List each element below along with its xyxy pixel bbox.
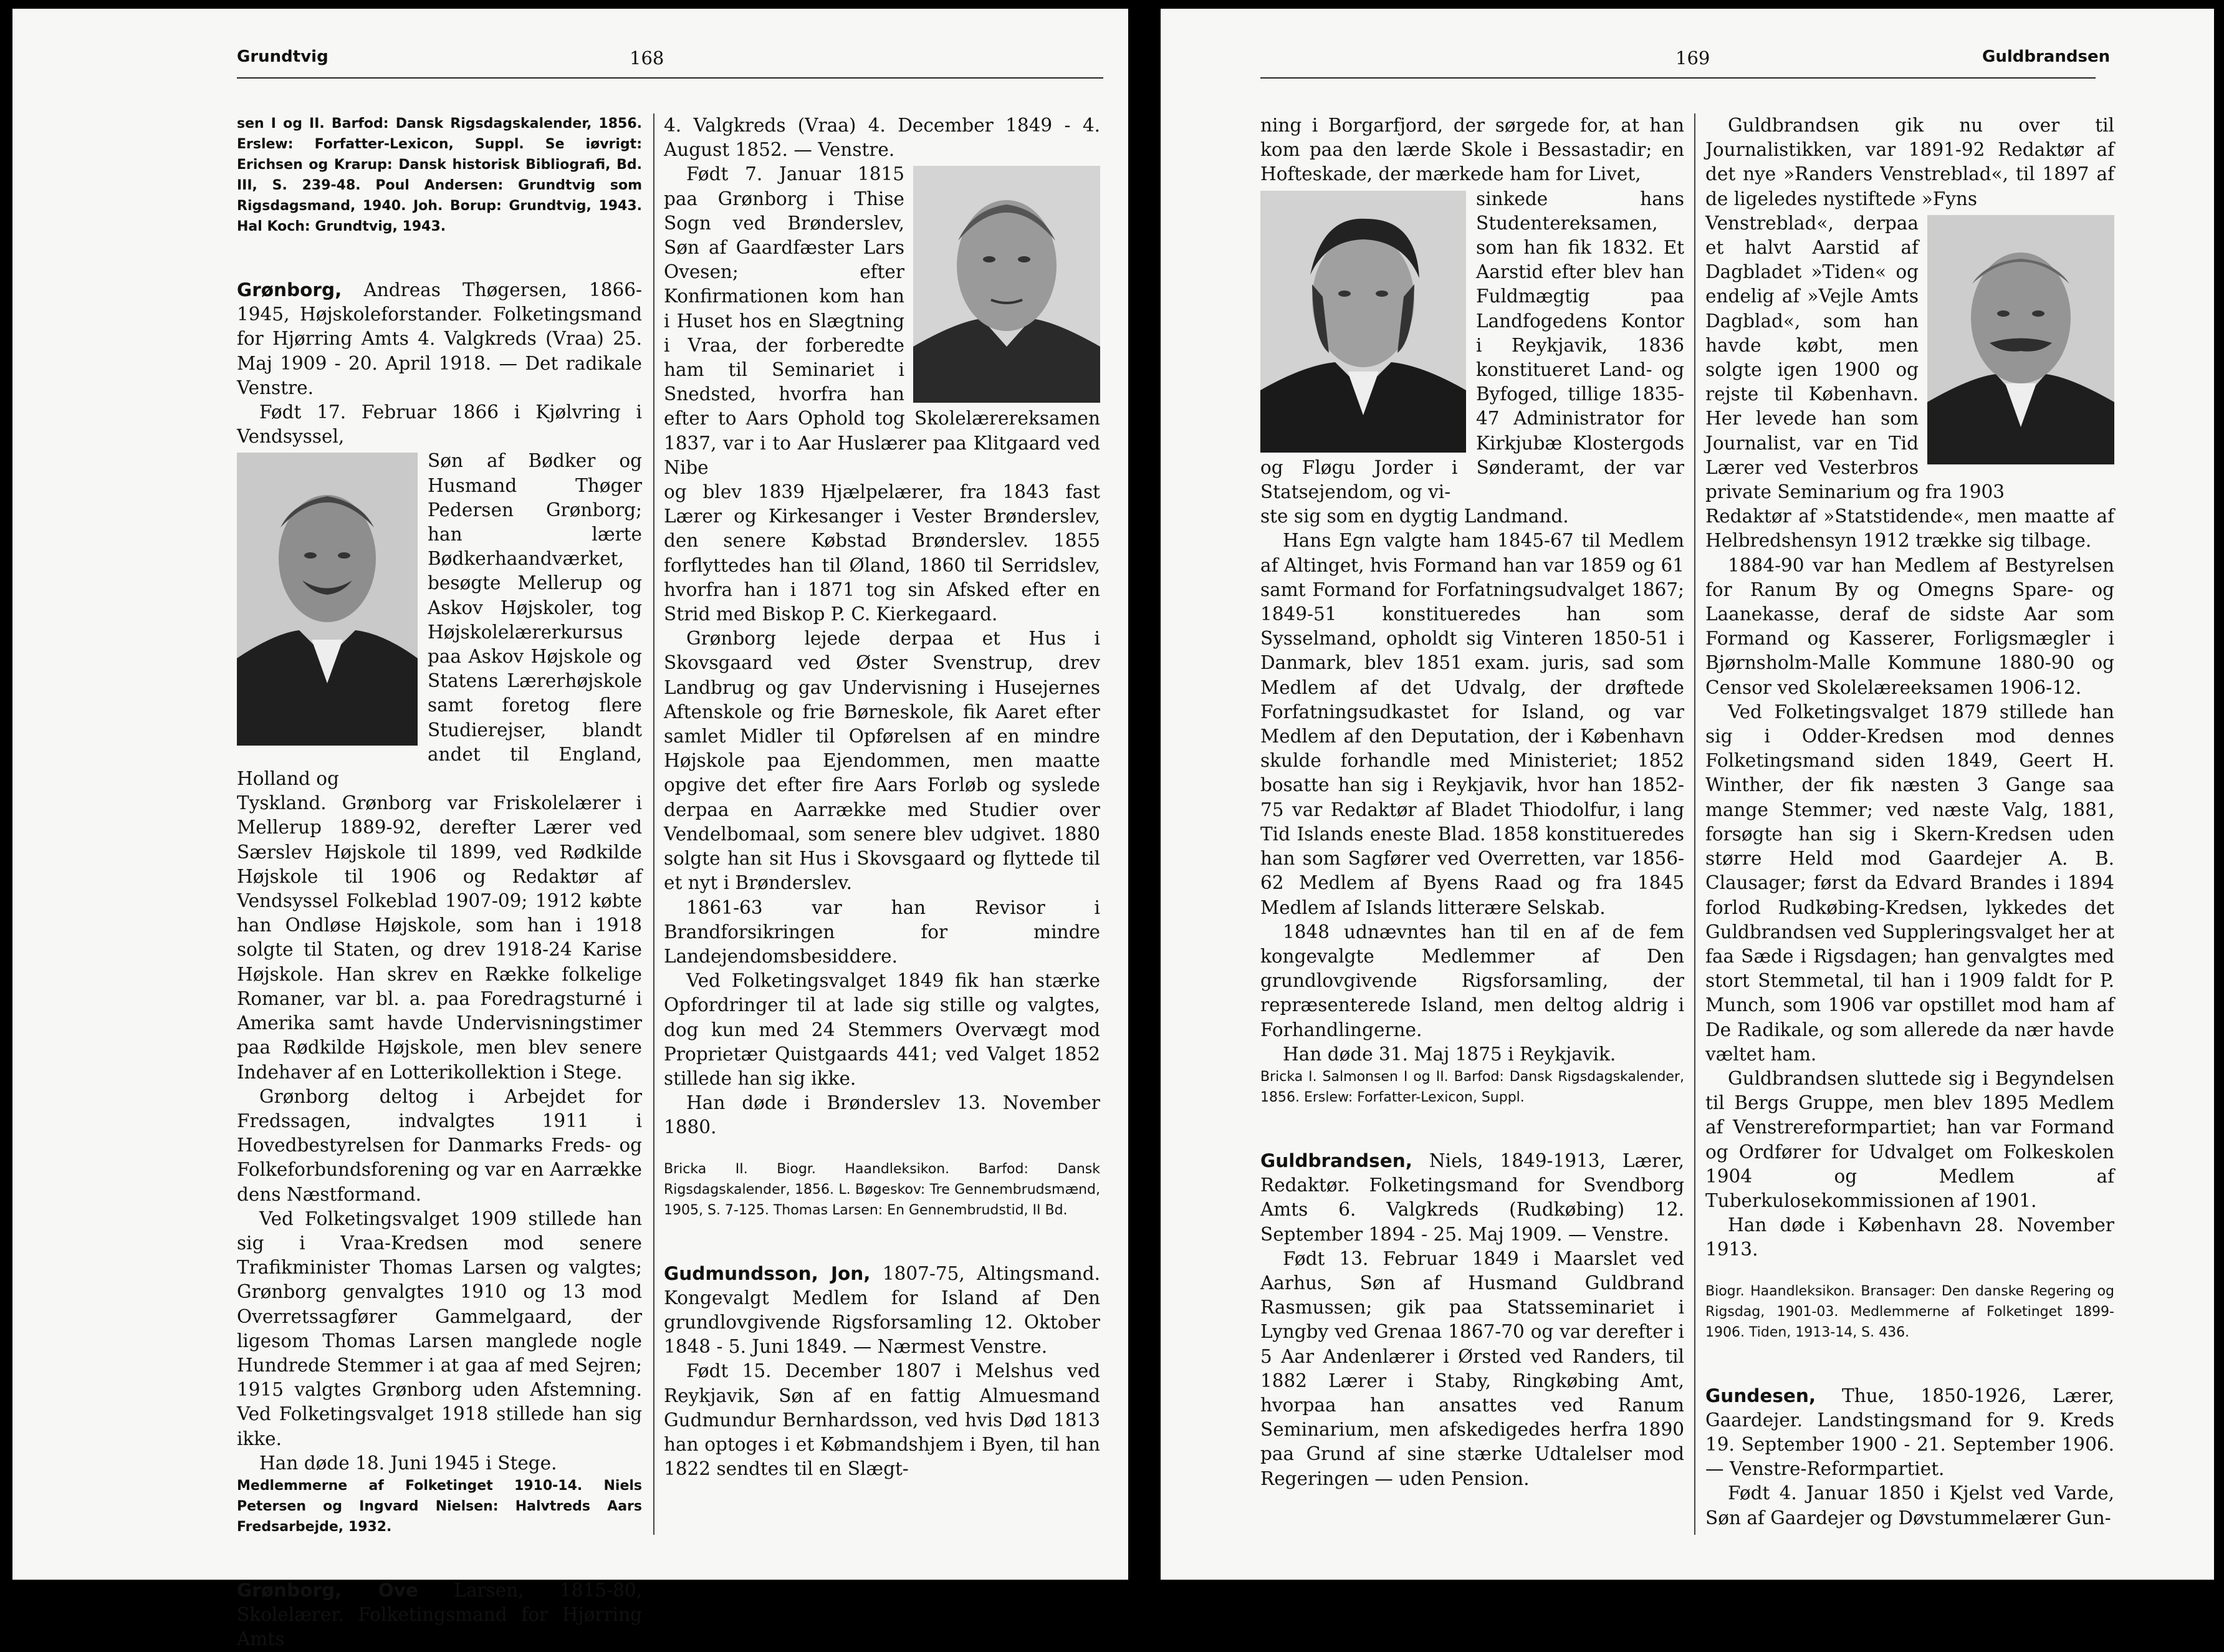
entry-summary: Niels, 1849-1913, Lærer, Redaktør. Folketingsmand for Svendborg Amts 6. Valgkreds (Rudkøbing) 12. September 1894 - 25. Maj 1909. — Venstre. — [1260, 1150, 1684, 1245]
paragraph: Guldbrandsen gik nu over til Journalistikken, var 1891-92 Redaktør af det nye »Randers Venstreblad«, til 1897 af de ligeledes nystiftede »Fyns — [1705, 115, 2114, 209]
portrait-photo — [1927, 215, 2114, 464]
paragraph: og blev 1839 Hjælpelærer, fra 1843 fast Lærer og Kirkesanger i Vester Brønderslev, den senere Købstad Brønderslev. 1855 forflyttedes han til Øland, 1860 til Serridslev, hvorfra han i 1871 tog sin Afsked efter en Strid med Biskop P. C. Kierkegaard. — [664, 481, 1100, 625]
portrait-photo — [237, 453, 418, 746]
paragraph: Grønborg lejede derpaa et Hus i Skovsgaard ved Øster Svenstrup, drev Landbrug og gav Undervisning i Husejernes Aftenskole og frie Børneskole, fik Aaret efter samlet Midler til Opførelsen af en mindre Højskole paa Ejendommen, men maatte opgive det efter fire Aars Forløb og syslede derpaa en Aarrække med Studier over Vendelbomaal, som senere blev udgivet. 1880 solgte han sit Hus i Skovsgaard og flyttede til et nyt i Brønderslev. — [664, 628, 1100, 894]
paragraph: Søn af Bødker og Husmand Thøger Pedersen Grønborg; han lærte Bødkerhaandværket, besøgte Mellerup og Askov Højskoler, tog Højskolelærerkursus paa Askov Højskole og Statens Lærerhøjskole samt foretog flere Studierejser, blandt andet til England, Holland og — [237, 450, 642, 790]
paragraph: Redaktør af »Statstidende«, men maatte af Helbredshensyn 1912 trække sig tilbage. — [1705, 506, 2114, 552]
paragraph: sinkede hans Studentereksamen, som han fik 1832. Et Aarstid efter blev han Fuldmægtig paa Landfogedens Kontor i Reykjavik, 1836 konstitueret Land- og Byfoged, tillige 1835-47 Administrator for Kirkjubæ Klostergods og Fløgu Jorder i Sønderamt, der var Statsejendom, og vi- — [1260, 188, 1684, 503]
paragraph: Han døde 31. Maj 1875 i Reykjavik. — [1283, 1043, 1616, 1065]
paragraph: Han døde 18. Juni 1945 i Stege. — [259, 1452, 557, 1474]
paragraph: ste sig som en dygtig Landmand. — [1260, 506, 1569, 527]
entry-summary: 4. Valgkreds (Vraa) 4. December 1849 - 4. August 1852. — Venstre. — [664, 115, 1100, 161]
entry-summary: Thue, 1850-1926, Lærer, Gaardejer. Landstingsmand for 9. Kreds 19. September 1900 - 21. September 1906. — Venstre-Reformpartiet. — [1705, 1385, 2114, 1480]
page-number: 169 — [1675, 47, 1710, 69]
entry-head — [1705, 1384, 2114, 1482]
references: Medlemmerne af Folketinget 1910-14. Niels Petersen og Ingvard Nielsen: Halvtreds Aars Fredsarbejde, 1932. — [237, 1477, 642, 1535]
paragraph: Han døde i København 28. November 1913. — [1705, 1214, 2114, 1261]
paragraph: Født 13. Februar 1849 i Maarslet ved Aarhus, Søn af Husmand Guldbrand Rasmussen; gik paa Statsseminariet i Lyngby ved Grenaa 1867-70 og var derefter i 5 Aar Andenlærer i Ørsted ved Randers, til 1882 Lærer i Staby, Ringkøbing Amt, hvorpaa han ansattes ved Ranum Seminarium, men afskedigedes herfra 1890 paa Grund af sine stærke Udtalelser mod Regeringen — uden Pension. — [1260, 1247, 1684, 1489]
entry-name: Gudmundsson, Jon, — [664, 1262, 871, 1284]
paragraph: ning i Borgarfjord, der sørgede for, at han kom paa den lærde Skole i Bessastadir; en Hofteskade, der mærkede ham for Livet, — [1260, 115, 1684, 185]
running-header-word: Guldbrandsen — [1982, 47, 2111, 66]
header-rule — [1260, 77, 2096, 79]
left-column-1 — [237, 113, 642, 1652]
right-column-1 — [1260, 113, 1684, 1491]
paragraph: Ved Folketingsvalget 1879 stillede han sig i Odder-Kredsen mod dennes Folketingsmand siden 1849, Geert H. Winther, der fik næsten 3 Gange saa mange Stemmer; ved næste Valg, 1881, forsøgte han sig i Skern-Kredsen uden større Held mod Gaardejer A. B. Clausager; først da Edvard Brandes i 1894 forlod Rudkøbing-Kredsen, lykkedes det Guldbrandsen ved Suppleringsvalget her at faa Sæde i Rigsdagen; han genvalgtes med stort Stemmetal, til han i 1909 faldt for P. Munch, som 1906 var opstillet mod ham af De Radikale, og som allerede da nær havde væltet ham. — [1705, 701, 2114, 1065]
left-page — [12, 9, 1128, 1650]
page-number: 168 — [630, 47, 664, 69]
entry-summary: Andreas Thøgersen, 1866-1945, Højskoleforstander. Folketingsmand for Hjørring Amts 4. Valgkreds (Vraa) 25. Maj 1909 - 20. April 1918. — Det radikale Venstre. — [237, 279, 642, 398]
right-column-2 — [1705, 113, 2114, 1530]
references: Bricka I. Salmonsen I og II. Barfod: Dansk Rigsdagskalender, 1856. Erslew: Forfatter-Lexicon, Suppl. — [1260, 1069, 1684, 1105]
column-divider — [1694, 113, 1695, 1535]
entry-name: Guldbrandsen, — [1260, 1150, 1412, 1171]
references: Biogr. Haandleksikon. Bransager: Den danske Regering og Rigsdag, 1901-03. Medlemmerne af Folketinget 1899-1906. Tiden, 1913-14, S. 436. — [1705, 1283, 2114, 1340]
paragraph: Guldbrandsen sluttede sig i Begyndelsen til Bergs Gruppe, men blev 1895 Medlem af Venstrereformpartiet; han var Formand og Ordfører for Udvalget om Folkeskolen 1904 og Medlem af Tuberkulosekommissionen af 1901. — [1705, 1067, 2114, 1211]
paragraph: Venstreblad«, derpaa et halvt Aarstid af Dagbladet »Tiden« og endelig af »Vejle Amts Dagblad«, som han havde købt, men solgte igen 1900 og rejste til København. Her levede han som Journalist, var en Tid Lærer ved Vesterbros private Seminarium og fra 1903 — [1705, 212, 2005, 503]
paragraph: Født 4. Januar 1850 i Kjelst ved Varde, Søn af Gaardejer og Døvstummelærer Gun- — [1705, 1482, 2114, 1529]
paragraph: Født 17. Februar 1866 i Kjølvring i Vendsyssel, — [237, 401, 642, 448]
entry-summary: 1807-75, Altingsmand. Kongevalgt Medlem for Island af Den grundlovgivende Rigsforsamling 12. Oktober 1848 - 5. Juni 1849. — Nærmest Venstre. — [664, 1262, 1100, 1358]
left-column-2 — [664, 113, 1100, 1481]
entry-head — [1260, 1149, 1684, 1247]
paragraph: Ved Folketingsvalget 1849 fik han stærke Opfordringer til at lade sig stille og valgtes, dog kun med 24 Stemmers Overvægt mod Proprietær Quistgaards 441; ved Valget 1852 stillede han sig ikke. — [664, 970, 1100, 1089]
entry-head — [237, 278, 642, 400]
entry-head — [237, 1578, 642, 1652]
paragraph: 1884-90 var han Medlem af Bestyrelsen for Ranum By og Omegns Spare- og Laanekasse, deraf de sidste Aar som Formand og Kasserer, Forligsmægler i Bjørnsholm-Malle Kommune 1880-90 og Censor ved Skolelæreeksamen 1906-12. — [1705, 554, 2114, 698]
portrait-photo — [1260, 191, 1466, 453]
paragraph: Født 7. Januar 1815 paa Grønborg i Thise Sogn ved Brønderslev, Søn af Gaardfæster Lars Ovesen; efter Konfirmationen kom han i Huset hos en Slægtning i Vraa, der forberedte ham til Seminariet i Snedsted, hvorfra han efter to Aars Ophold tog Skolelærereksamen 1837, var i to Aar Huslærer paa Klitgaard ved Nibe — [664, 163, 1100, 478]
paragraph: 1861-63 var han Revisor i Brandforsikringen for mindre Landejendomsbesiddere. — [664, 896, 1100, 967]
entry-name: Grønborg, Ove — [237, 1579, 418, 1601]
portrait-photo — [913, 166, 1100, 403]
entry-summary: Larsen, 1815-80, Skolelærer. Folketingsmand for Hjørring Amts — [237, 1579, 642, 1650]
entry-head — [664, 1262, 1100, 1360]
paragraph: Grønborg deltog i Arbejdet for Fredssagen, indvalgtes 1911 i Hovedbestyrelsen for Danmarks Freds- og Folkeforbundsforening og var en Aarrække dens Næstformand. — [237, 1085, 642, 1205]
paragraph: Hans Egn valgte ham 1845-67 til Medlem af Altinget, hvis Formand han var 1859 og 61 samt Formand for Forfatningsudvalget 1867; 1849-51 konstitueredes han som Sysselmand, opholdt sig Vinteren 1850-51 i Danmark, blev 1851 exam. juris, sad som Medlem af det Udvalg, der drøftede Forfatningsudkastet for Island, og var Medlem af den Deputation, der i København skulde forhandle med Ministeriet; 1852 bosatte han sig i Reykjavik, hvor han 1852-75 var Redaktør af Bladet Thiodolfur, i lang Tid Islands eneste Blad. 1858 konstitueredes han som Sagfører ved Overretten, var 1856-62 Medlem af Byens Raad og fra 1845 Medlem af Islands litterære Selskab. — [1260, 530, 1684, 918]
running-header-word: Grundtvig — [237, 47, 328, 66]
right-page — [1161, 9, 2214, 1580]
entry-name: Grønborg, — [237, 279, 342, 300]
header-rule — [237, 77, 1103, 79]
column-divider — [653, 113, 654, 1535]
paragraph: Født 15. December 1807 i Melshus ved Reykjavik, Søn af en fattig Almuesmand Gudmundur Bernhardsson, ved hvis Død 1813 han optoges i et Købmandshjem i Byen, til han 1822 sendtes til en Slægt- — [664, 1360, 1100, 1480]
paragraph: 1848 udnævntes han til en af de fem kongevalgte Medlemmer af Den grundlovgivende Rigsforsamling, der repræsenterede Island, men deltog aldrig i Forhandlingerne. — [1260, 921, 1684, 1040]
paragraph: Han døde i Brønderslev 13. November 1880. — [664, 1092, 1100, 1138]
paragraph: Tyskland. Grønborg var Friskolelærer i Mellerup 1889-92, derefter Lærer ved Særslev Højskole til 1899, ved Rødkilde Højskole til 1906 og Redaktør af Vendsyssel Folkeblad 1907-09; 1912 købte han Ondløse Højskole, som han i 1918 solgte til Staten, og drev 1918-24 Karise Højskole. Han skrev en Række folkelige Romaner, var bl. a. paa Foredragsturné i Amerika samt havde Undervisningstimer paa Rødkilde Højskole, men blev senere Indehaver af en Lotterikollektion i Stege. — [237, 792, 642, 1083]
entry-name: Gundesen, — [1705, 1385, 1816, 1406]
references: Bricka II. Biogr. Haandleksikon. Barfod: Dansk Rigsdagskalender, 1856. L. Bøgeskov: Tre Gennembrudsmænd, 1905, S. 7-125. Thomas Larsen: En Gennembrudstid, II Bd. — [664, 1161, 1100, 1218]
references: sen I og II. Barfod: Dansk Rigsdagskalender, 1856. Erslew: Forfatter-Lexicon, Suppl. Se iøvrigt: Erichsen og Krarup: Dansk historisk Bibliografi, Bd. III, S. 239-48. Poul Andersen: Grundtvig som Rigsdagsmand, 1940. Joh. Borup: Grundtvig, 1943. Hal Koch: Grundtvig, 1943. — [237, 116, 642, 234]
paragraph: Ved Folketingsvalget 1909 stillede han sig i Vraa-Kredsen mod senere Trafikminister Thomas Larsen og valgtes; Grønborg genvalgtes 1910 og 13 mod Overretssagfører Gammelgaard, der ligesom Thomas Larsen manglede nogle Hundrede Stemmer i at gaa af med Sejren; 1915 valgtes Grønborg uden Afstemning. Ved Folketingsvalget 1918 stillede han sig ikke. — [237, 1208, 642, 1449]
